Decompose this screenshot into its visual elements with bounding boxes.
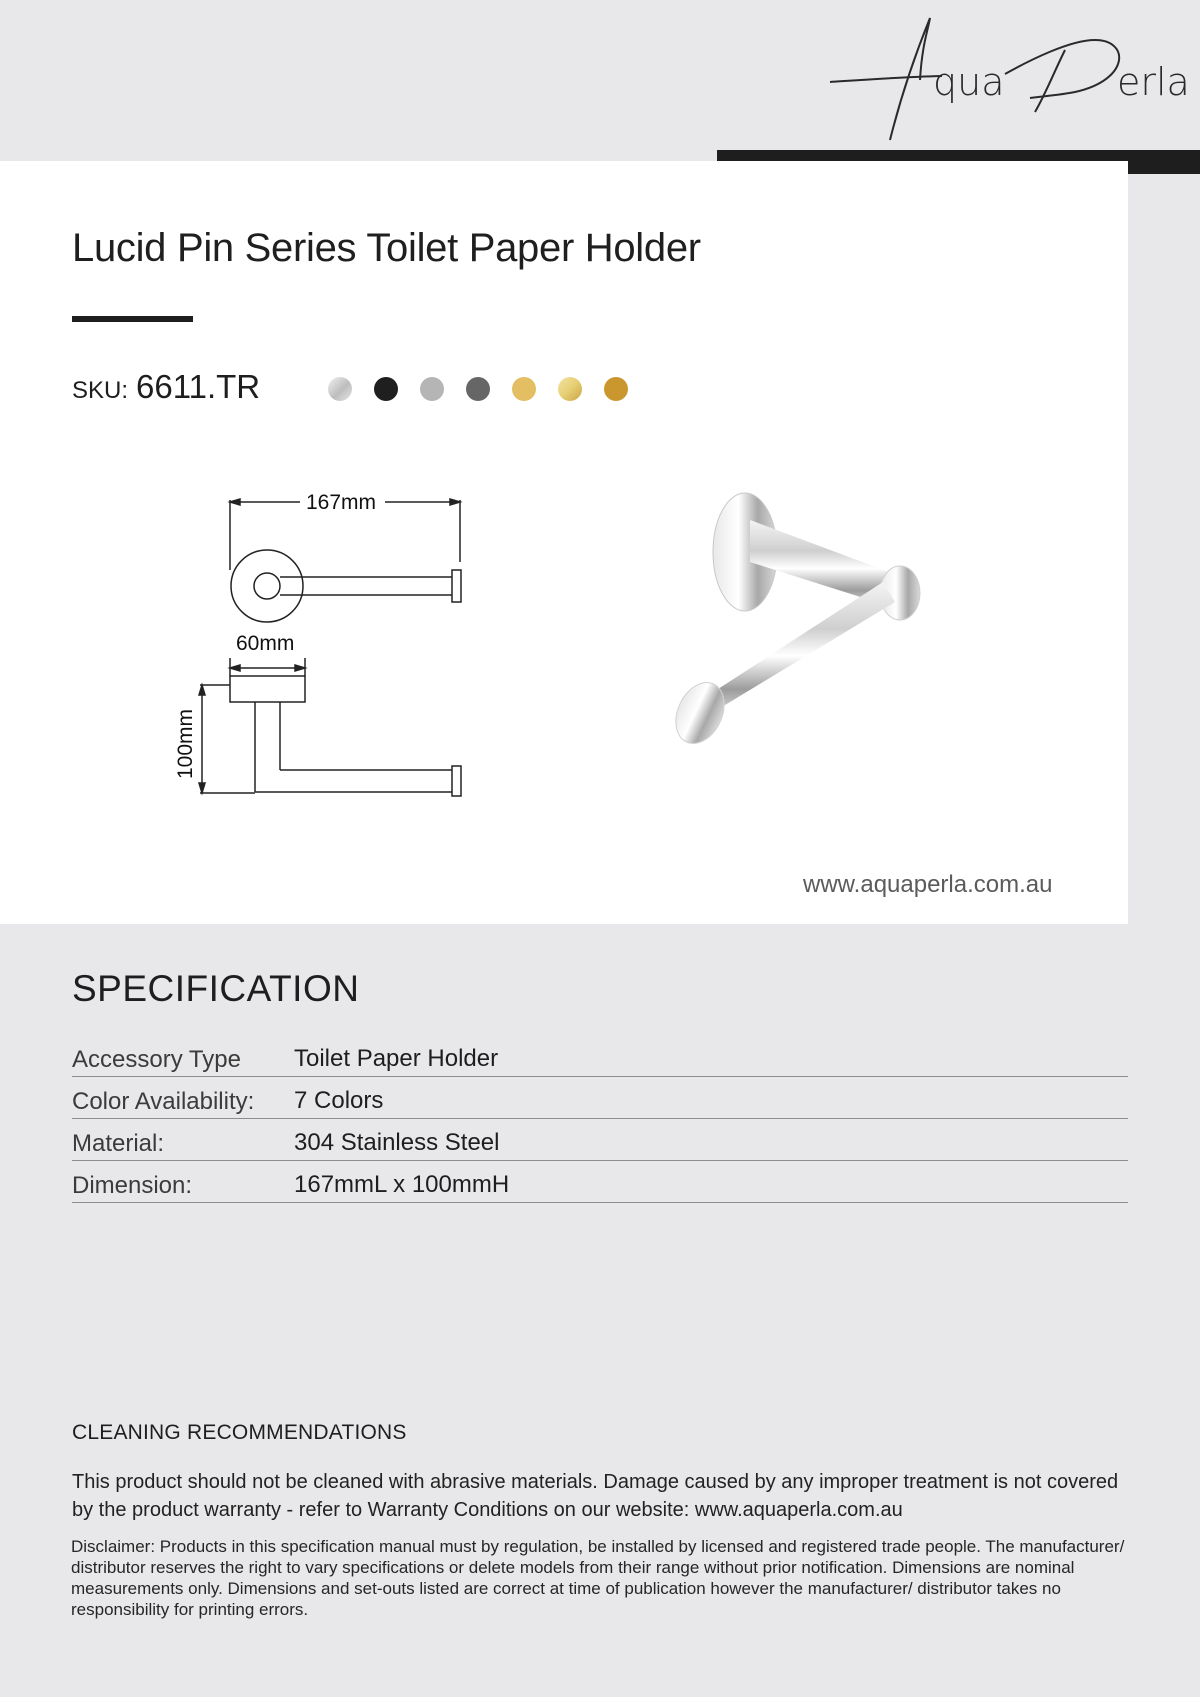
sku — [72, 368, 260, 406]
aqua-perla-logo — [830, 10, 1200, 145]
cleaning-text: This product should not be cleaned with abrasive materials. Damage caused by any improper treatment is not covered by the product warranty - refer to Warranty Conditions on our website: www.aquaperla.com.au — [72, 1471, 1119, 1521]
dim-depth: 60mm — [236, 632, 295, 655]
logo-text-aqua: qua — [933, 60, 1005, 104]
swatch-chrome — [328, 377, 352, 401]
spec-value: 7 Colors — [294, 1087, 384, 1114]
spec-value: Toilet Paper Holder — [294, 1045, 499, 1072]
title-underline — [72, 316, 193, 322]
spec-label: Accessory Type — [72, 1046, 241, 1073]
spec-value: 304 Stainless Steel — [294, 1129, 500, 1156]
website-url[interactable]: www.aquaperla.com.au — [803, 871, 1053, 898]
spec-row — [72, 1120, 1128, 1161]
dim-length: 167mm — [306, 491, 377, 514]
product-title: Lucid Pin Series Toilet Paper Holder — [72, 226, 701, 270]
sku-label: SKU: — [72, 377, 129, 404]
swatch-brushed-nickel — [420, 377, 444, 401]
spec-row — [72, 1036, 1128, 1077]
product-photo — [665, 490, 1005, 810]
cleaning-title: CLEANING RECOMMENDATIONS — [72, 1421, 407, 1444]
swatch-gunmetal — [466, 377, 490, 401]
dim-height: 100mm — [174, 708, 197, 779]
swatch-black — [374, 377, 398, 401]
spec-label: Color Availability: — [72, 1088, 255, 1115]
color-swatches — [328, 377, 628, 401]
logo-text-erla: erla — [1117, 60, 1190, 104]
sku-value: 6611.TR — [136, 368, 261, 405]
swatch-brushed-bronze — [604, 377, 628, 401]
disclaimer-text: Disclaimer: Products in this specification manual must by regulation, be installed by licensed and registered trade people. The manufacturer/ distributor reserves the right to vary specifications or delete models from their range without prior notification. Dimensions are nominal measurements only. Dimensions and set-outs listed are correct at time of publication however the manufacturer/ distributor takes no responsibility for printing errors. — [71, 1537, 1125, 1619]
spec-value: 167mmL x 100mmH — [294, 1171, 510, 1198]
spec-label: Material: — [72, 1130, 165, 1157]
swatch-brushed-gold — [512, 377, 536, 401]
spec-row — [72, 1078, 1128, 1119]
spec-row — [72, 1162, 1128, 1203]
specification-title: SPECIFICATION — [72, 968, 360, 1009]
technical-drawing — [160, 480, 490, 810]
spec-label: Dimension: — [72, 1172, 193, 1199]
swatch-polished-gold — [558, 377, 582, 401]
specification-table — [72, 1036, 1128, 1204]
